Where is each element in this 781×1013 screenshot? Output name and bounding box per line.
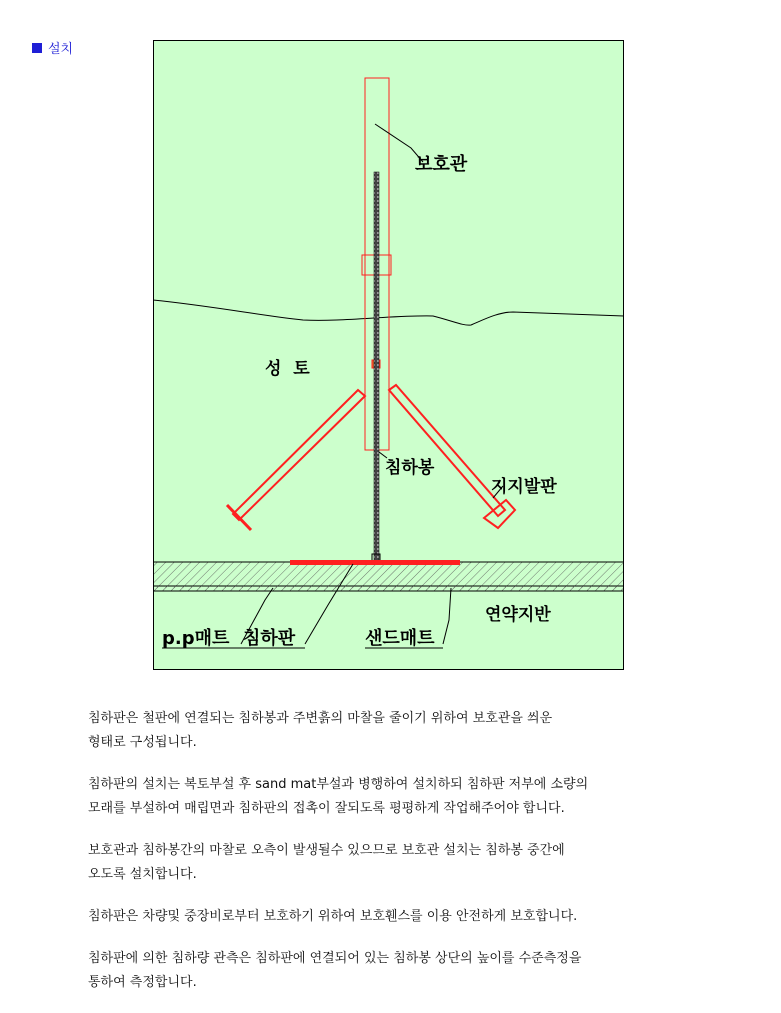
label-settlement-plate: 침하판	[243, 628, 296, 649]
label-soft-ground: 연약지반	[485, 605, 551, 625]
paragraph: 침하판의 설치는 복토부설 후 sand mat부설과 병행하여 설치하되 침하판 저부에 소량의 모래를 부설하여 매립면과 침하판의 접촉이 잘되도록 평평하게 작업해주어야 합니다.	[88, 777, 589, 816]
label-settlement-rod: 침하봉	[385, 458, 435, 478]
paragraph: 보호관과 침하봉간의 마찰로 오측이 발생될수 있으므로 보호관 설치는 침하봉 중간에 오도록 설치합니다.	[88, 843, 565, 882]
pp-mat-layer	[154, 586, 623, 591]
settlement-rod	[374, 172, 379, 562]
label-pp-mat: p.p매트	[162, 628, 230, 649]
square-bullet-icon	[32, 43, 42, 53]
label-embankment: 성 토	[265, 359, 310, 379]
description-text	[88, 707, 708, 1013]
installation-diagram	[153, 40, 624, 670]
sand-mat-layer	[154, 562, 623, 588]
section-heading	[32, 38, 73, 57]
settlement-plate	[290, 560, 460, 565]
paragraph: 침하판은 차량및 중장비로부터 보호하기 위하여 보호휀스를 이용 안전하게 보호합니다.	[88, 909, 578, 924]
label-support-plate: 지지발판	[491, 477, 557, 497]
paragraph: 침하판은 철판에 연결되는 침하봉과 주변흙의 마찰을 줄이기 위하여 보호관을 씌운 형태로 구성됩니다.	[88, 711, 553, 750]
paragraph: 침하판에 의한 침하량 관측은 침하판에 연결되어 있는 침하봉 상단의 높이를 수준측정을 통하여 측정합니다.	[88, 951, 582, 990]
section-title: 설치	[48, 42, 74, 57]
label-protection-pipe: 보호관	[415, 154, 468, 175]
label-sand-mat: 샌드매트	[365, 628, 435, 649]
